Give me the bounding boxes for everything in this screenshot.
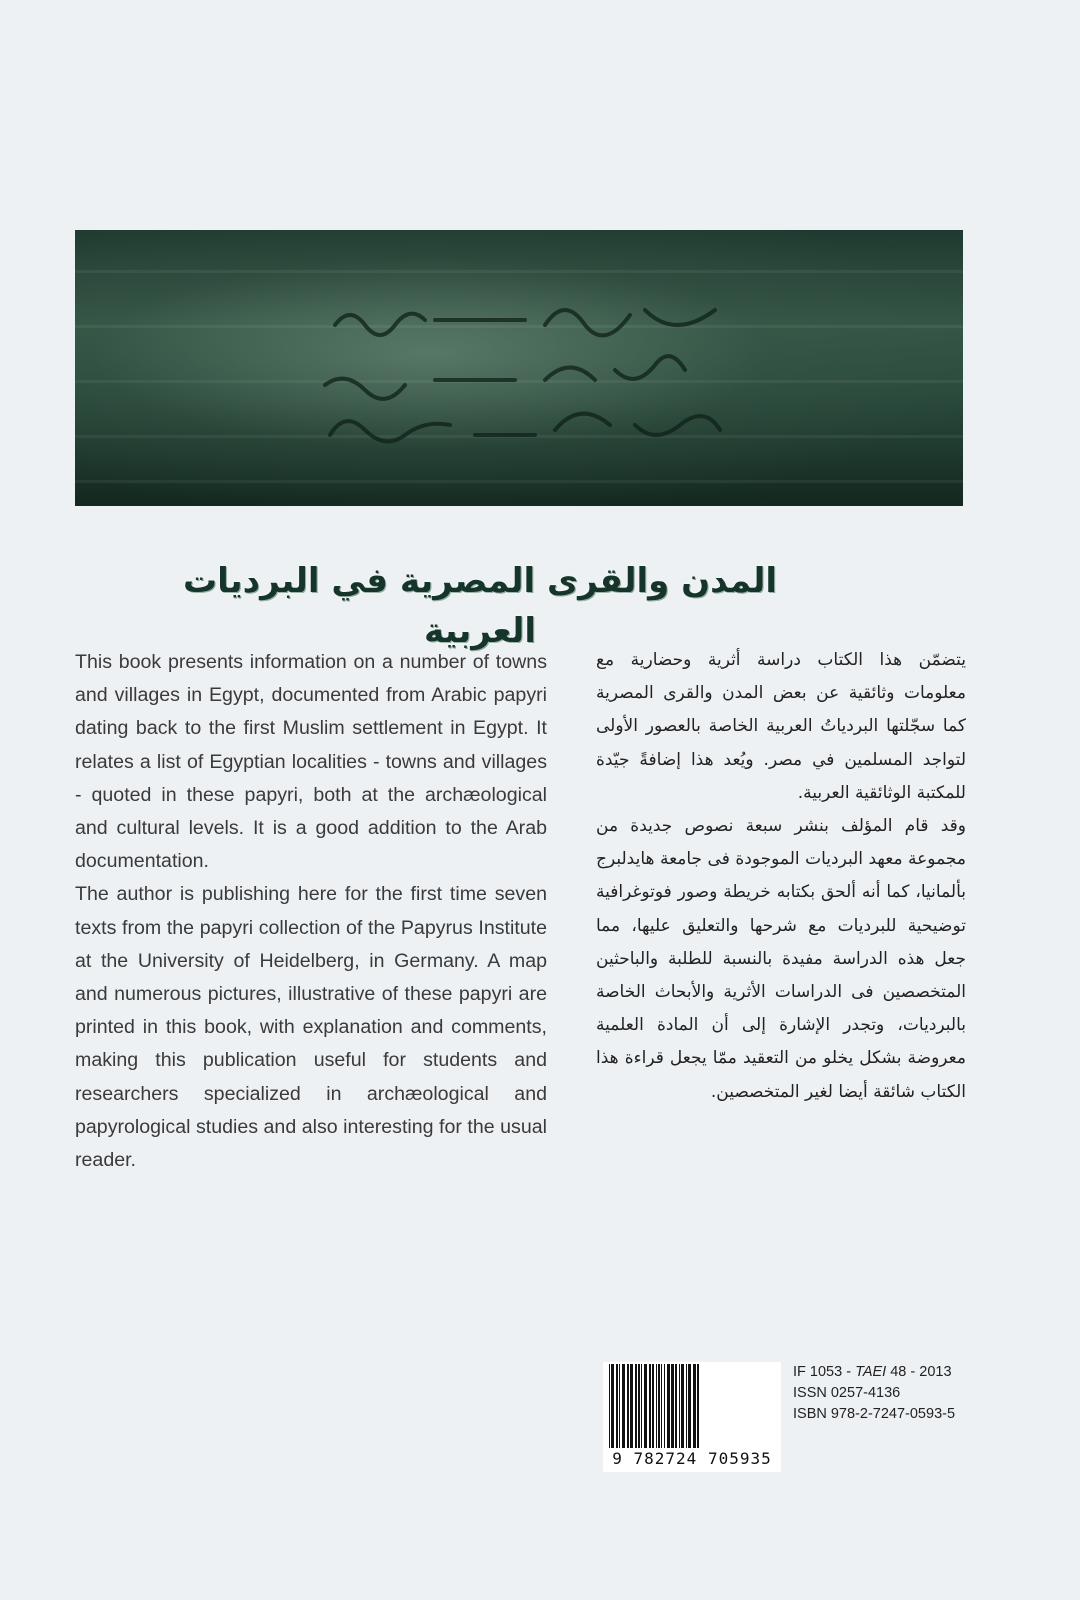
barcode-bar [652,1364,654,1448]
barcode-bar [627,1364,629,1448]
barcode-bar [649,1364,651,1448]
arabic-book-title: المدن والقرى المصرية في البرديات العربية [182,561,778,651]
barcode-bar [641,1364,642,1448]
publication-info [793,1362,993,1425]
barcode-bar [656,1364,657,1448]
barcode-bar [679,1364,680,1448]
papyrus-image [75,230,963,506]
barcode-bar [686,1364,687,1448]
arabic-paragraph: وقد قام المؤلف بنشر سبعة نصوص جديدة من مجموعة معهد البرديات الموجودة فى جامعة هايدلبرج بألمانيا، كما أنه ألحق بكتابه خريطة وصور فوتوغرافية توضيحية للبرديات مع شرحها والتعليق عليها، مما جعل هذه الدراسة مفيدة بالنسبة للطلبة والباحثين المتخصصين فى الدراسات الأثرية والأبحاث الخاصة بالبرديات، وتجدر الإشارة إلى أن المادة العلمية معروضة بشكل يخلو من التعقيد ممّا يجعل قراءة هذا الكتاب شائقة أيضا لغير المتخصصين. [596,816,966,1102]
barcode-number: 9 782724 705935 [612,1449,772,1468]
english-paragraph: The author is publishing here for the first time seven texts from the papyri collection of the Papyrus Institute at the University of Heidelberg, in Germany. A map and numerous pictures, illustrative of these papyri are printed in this book, with explanation and comments, making this publication useful for students and researchers specialized in archæological and papyrological studies and also interesting for the usual reader. [75,883,547,1172]
barcode-bar [697,1364,699,1448]
barcode-bar [616,1364,618,1448]
barcode-bar [688,1364,691,1448]
series-line: IF 1053 - TAEI 48 - 2013 [793,1364,952,1380]
barcode [603,1362,781,1472]
barcode-bar [675,1364,677,1448]
barcode-bar [611,1364,614,1448]
barcode-bar [693,1364,696,1448]
issn-line: ISSN 0257-4136 [793,1385,901,1401]
barcode-bar [622,1364,625,1448]
barcode-bar [671,1364,674,1448]
papyrus-script-strokes [75,230,963,506]
barcode-bar [664,1364,665,1448]
barcode-bar [630,1364,633,1448]
english-description [75,646,547,1177]
barcode-bar [638,1364,640,1448]
arabic-paragraph: يتضمّن هذا الكتاب دراسة أثرية وحضارية مع معلومات وثائقية عن بعض المدن والقرى المصرية كما سجّلتها البردياتُ العربية الخاصة بالعصور الأولى لتواجد المسلمين في مصر. ويُعد هذا إضافةً جيّدة للمكتبة الوثائقية العربية. [596,650,966,803]
barcode-bar [661,1364,662,1448]
barcode-bar [667,1364,670,1448]
barcode-bar [644,1364,647,1448]
barcode-bars [607,1362,777,1448]
isbn-line: ISBN 978-2-7247-0593-5 [793,1406,956,1422]
barcode-bar [635,1364,637,1448]
arabic-description [596,644,966,1109]
barcode-bar [681,1364,684,1448]
barcode-bar [658,1364,660,1448]
barcode-bar [619,1364,620,1448]
barcode-bar [609,1364,610,1448]
english-paragraph: This book presents information on a number of towns and villages in Egypt, documented from Arabic papyri dating back to the first Muslim settlement in Egypt. It relates a list of Egyptian localities - towns and villages - quoted in these papyri, both at the archæological and cultural levels. It is a good addition to the Arab documentation. [75,651,547,873]
